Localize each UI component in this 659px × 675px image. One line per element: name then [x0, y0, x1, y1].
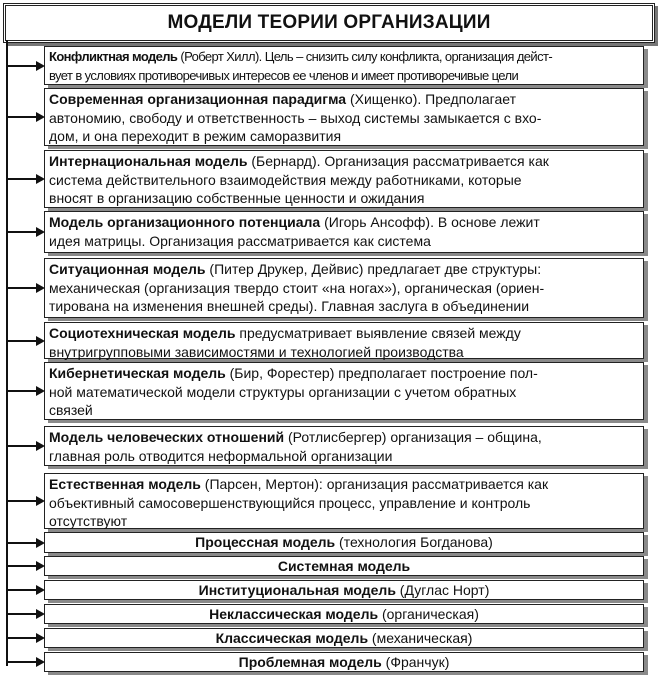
model-name: Конфликтная модель	[49, 49, 178, 64]
model-name: Ситуационная модель	[49, 261, 206, 277]
arrow-icon	[7, 231, 37, 233]
arrow-icon	[7, 445, 37, 447]
model-name: Процессная модель	[195, 534, 336, 550]
model-name: Проблемная модель	[238, 654, 382, 670]
model-box	[44, 426, 644, 466]
model-box	[44, 652, 644, 672]
model-box	[44, 211, 644, 253]
model-box	[44, 88, 644, 146]
model-box	[44, 258, 644, 318]
arrow-icon	[7, 613, 37, 615]
arrow-icon	[7, 116, 37, 118]
model-name: Модель организационного потенциала	[49, 214, 321, 230]
model-description: (Бернард). Организация рассматривается как система действительного взаимодействия между работниками, которые вносят в организацию собственные ценности и ожидания	[49, 153, 549, 206]
model-description: (технология Богданова)	[335, 534, 493, 550]
model-name: Системная модель	[277, 558, 411, 574]
model-description: (Дуглас Норт)	[395, 582, 490, 598]
model-name: Естественная модель	[49, 476, 201, 492]
arrow-icon	[7, 542, 37, 544]
arrow-icon	[7, 340, 37, 342]
model-box	[44, 46, 644, 85]
model-name: Неклассическая модель	[209, 606, 379, 622]
model-box	[44, 556, 644, 576]
model-box	[44, 532, 644, 553]
model-name: Интернациональная модель	[49, 153, 248, 169]
model-description: (Игорь Ансофф). В основе лежит идея матрицы. Организация рассматривается как система	[49, 214, 540, 249]
arrow-icon	[7, 565, 37, 567]
model-description: (Парсен, Мертон): организация рассматривается как объективный самосовершенствующийся процесс, управление и контроль отсутствуют	[49, 476, 549, 529]
model-description: (Бир, Форестер) предполагает построение пол- ной математической модели структуры организации с учетом обратных связей	[49, 365, 538, 418]
model-name: Социотехническая модель	[49, 325, 236, 341]
arrow-icon	[7, 589, 37, 591]
arrow-icon	[7, 287, 37, 289]
model-description: (механическая)	[368, 630, 473, 646]
model-description: предусматривает выявление связей между внутригрупповыми зависимостями и технологией производства	[49, 325, 521, 360]
model-box	[44, 604, 644, 624]
arrow-icon	[7, 178, 37, 180]
model-name: Классическая модель	[215, 630, 369, 646]
diagram-title: МОДЕЛИ ТЕОРИИ ОРГАНИЗАЦИИ	[3, 3, 655, 43]
model-description: (Ротлисбергер) организация – община, главная роль отводится неформальной организации	[49, 429, 542, 464]
model-box	[44, 150, 644, 208]
arrow-icon	[7, 637, 37, 639]
model-name: Современная организационная парадигма	[49, 91, 347, 107]
model-box	[44, 580, 644, 600]
model-description: (Хищенко). Предполагает автономию, свободу и ответственность – выход системы замыкается с вхо- дом, и она переходит в режим саморазвития	[49, 91, 542, 144]
connector-trunk	[6, 40, 8, 666]
model-box	[44, 362, 644, 420]
model-box	[44, 628, 644, 648]
arrow-icon	[7, 661, 37, 663]
arrow-icon	[7, 65, 37, 67]
model-name: Кибернетическая модель	[49, 365, 226, 381]
model-box	[44, 322, 644, 359]
model-box	[44, 473, 644, 529]
model-description: (органическая)	[378, 606, 479, 622]
model-description: (Франчук)	[381, 654, 450, 670]
model-name: Модель человеческих отношений	[49, 429, 285, 445]
arrow-icon	[7, 500, 37, 502]
arrow-icon	[7, 390, 37, 392]
model-name: Институциональная модель	[198, 582, 396, 598]
model-description: (Питер Друкер, Дейвис) предлагает две структуры: механическая (организация твердо стоит «на ногах»), органическая (ориен- тирована на изменения внешней среды). Главная заслуга в объединении	[49, 261, 545, 314]
model-description: (Роберт Хилл). Цель – снизить силу конфликта, организация дейст- вует в условиях противоречивых интересов ее членов и имеет противоречивые цели	[49, 49, 553, 83]
